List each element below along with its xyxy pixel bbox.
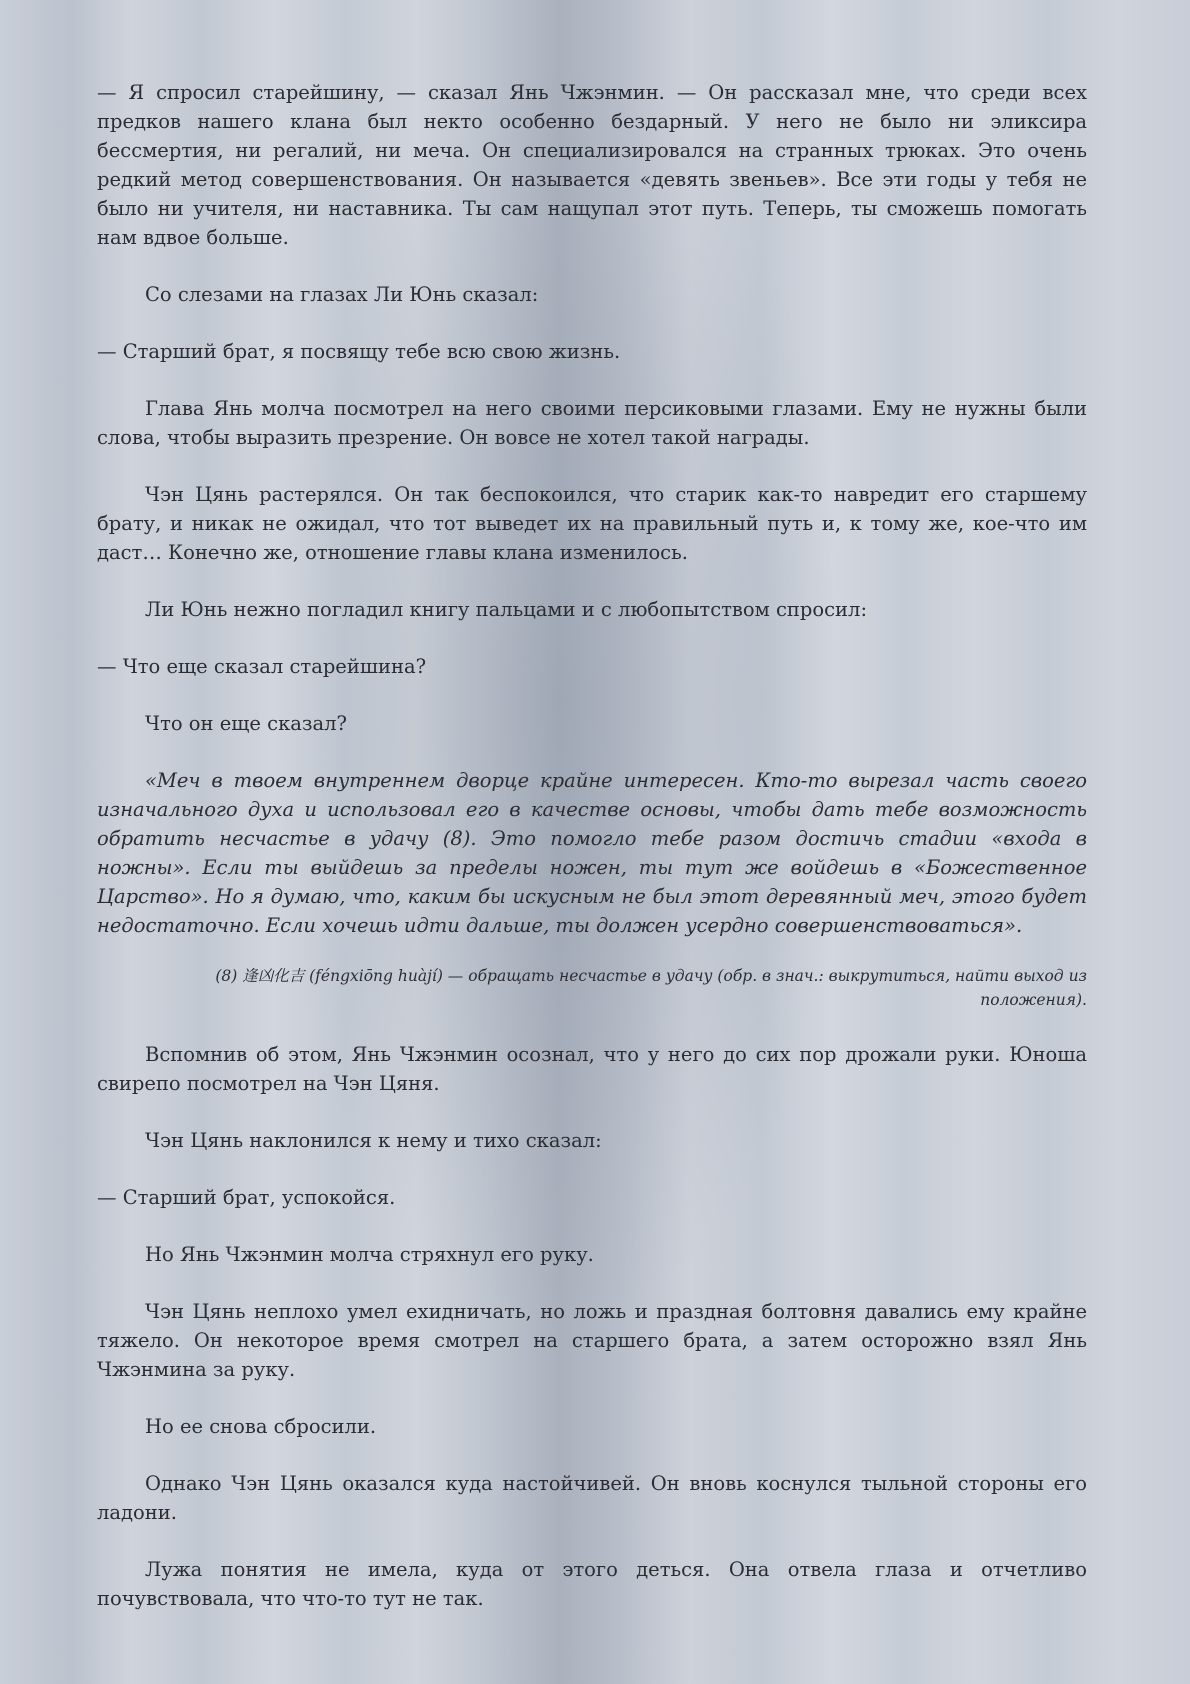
footnote-8: (8) 逢凶化吉 (féngxiōng huàjí) — обращать несчастье в удачу (обр. в знач.: выкрутиться, найти выход из положения). [215,967,1087,1009]
document-page [97,78,1087,1641]
paragraph-13: Но Янь Чжэнмин молча стряхнул его руку. [145,1243,594,1266]
paragraph-5: Чэн Цянь растерялся. Он так беспокоился, что старик как-то навредит его старшему брату, и никак не ожидал, что тот выведет их на правильный путь и, к тому же, кое-что им даст… Конечно же, отношение главы клана изменилось. [97,483,1087,564]
paragraph-10: Вспомнив об этом, Янь Чжэнмин осознал, что у него до сих пор дрожали руки. Юноша свирепо посмотрел на Чэн Цяня. [97,1043,1087,1095]
paragraph-17: Лужа понятия не имела, куда от этого деться. Она отвела глаза и отчетливо почувствовала, что что-то тут не так. [97,1558,1087,1610]
paragraph-14: Чэн Цянь неплохо умел ехидничать, но ложь и праздная болтовня давались ему крайне тяжело. Он некоторое время смотрел на старшего брата, а затем осторожно взял Янь Чжэнмина за руку. [97,1300,1087,1381]
quote-paragraph: «Меч в твоем внутреннем дворце крайне интересен. Кто-то вырезал часть своего изначального духа и использовал его в качестве основы, чтобы дать тебе возможность обратить несчастье в удачу (8). Это помогло тебе разом достичь стадии «входа в ножны». Если ты выйдешь за пределы ножен, ты тут же войдешь в «Божественное Царство». Но я думаю, что, каким бы искусным не был этот деревянный меч, этого будет недостаточно. Если хочешь идти дальше, ты должен усердно совершенствоваться». [97,769,1087,937]
paragraph-8: Что он еще сказал? [145,712,347,735]
paragraph-3: — Старший брат, я посвящу тебе всю свою жизнь. [97,340,621,363]
paragraph-12: — Старший брат, успокойся. [97,1186,396,1209]
paragraph-11: Чэн Цянь наклонился к нему и тихо сказал: [145,1129,602,1152]
paragraph-4: Глава Янь молча посмотрел на него своими персиковыми глазами. Ему не нужны были слова, чтобы выразить презрение. Он вовсе не хотел такой награды. [97,397,1087,449]
paragraph-2: Со слезами на глазах Ли Юнь сказал: [145,283,539,306]
paragraph-7: — Что еще сказал старейшина? [97,655,427,678]
paragraph-1: — Я спросил старейшину, — сказал Янь Чжэнмин. — Он рассказал мне, что среди всех предков нашего клана был некто особенно бездарный. У него не было ни эликсира бессмертия, ни регалий, ни меча. Он специализировался на странных трюках. Это очень редкий метод совершенствования. Он называется «девять звеньев». Все эти годы у тебя не было ни учителя, ни наставника. Ты сам нащупал этот путь. Теперь, ты сможешь помогать нам вдвое больше. [97,81,1087,249]
paragraph-15: Но ее снова сбросили. [145,1415,377,1438]
paragraph-16: Однако Чэн Цянь оказался куда настойчивей. Он вновь коснулся тыльной стороны его ладони. [97,1472,1087,1524]
paragraph-6: Ли Юнь нежно погладил книгу пальцами и с любопытством спросил: [145,598,868,621]
